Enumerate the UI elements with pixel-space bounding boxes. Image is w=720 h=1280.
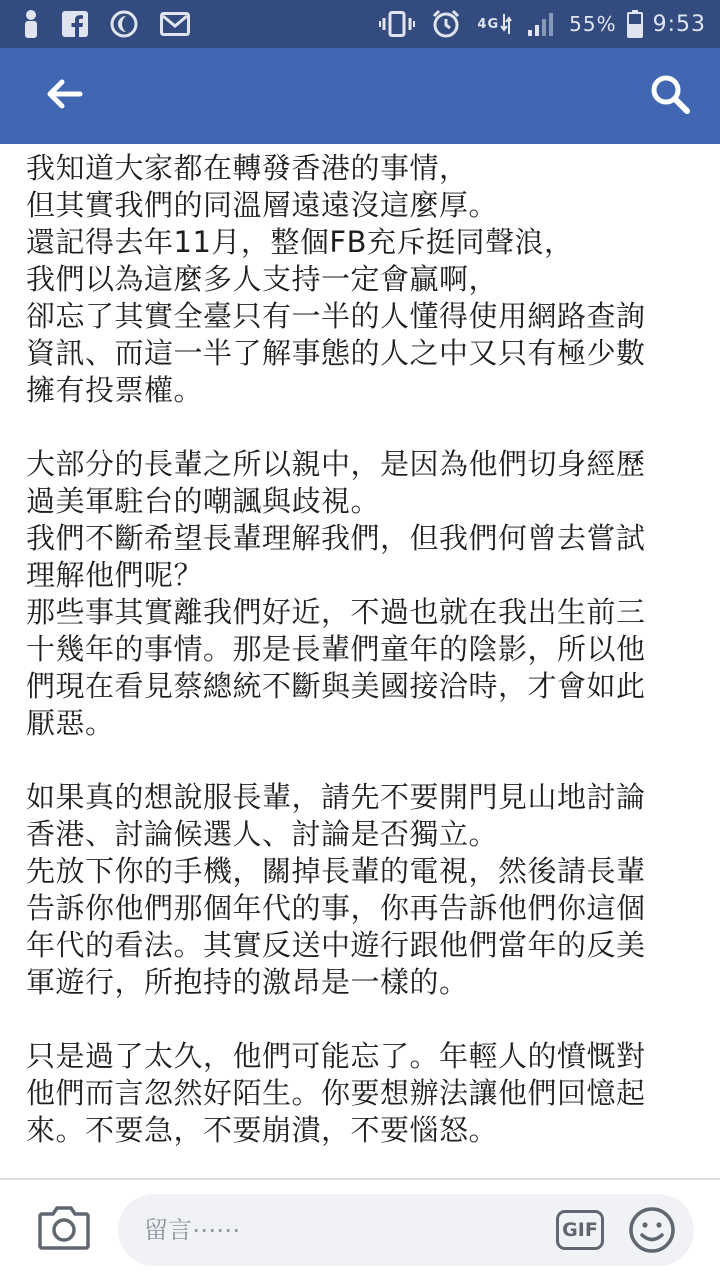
post-line: 我們以為這麼多人支持一定會贏啊， [26,262,499,296]
camera-button[interactable] [38,1204,90,1256]
battery-percent: 55% [569,12,617,36]
vibrate-icon [379,11,415,37]
post-line: 但其實我們的同溫層遠遠沒這麼厚。 [26,188,499,222]
smiley-icon [628,1239,676,1258]
post-line: 告訴你他們那個年代的事，你再告訴他們你這個 [26,891,646,925]
post-line: 年代的看法。其實反送中遊行跟他們當年的反美 [26,928,646,962]
post-line: 卻忘了其實全臺只有一半的人懂得使用網路查詢 [26,299,646,333]
post-line: 那些事其實離我們好近，不過也就在我出生前三 [26,595,646,629]
search-icon [650,74,690,118]
comment-bar [0,1178,720,1280]
mail-icon [160,12,190,36]
battery-icon [627,10,643,38]
status-bar [0,0,720,48]
comment-input[interactable] [118,1194,694,1266]
clock: 9:53 [652,11,706,37]
post-line: 資訊、而這一半了解事態的人之中又只有極少數 [26,336,646,370]
status-icons-right [379,9,706,39]
post-line: 我們不斷希望長輩理解我們，但我們何曾去嘗試 [26,521,646,555]
facebook-icon [62,11,88,37]
emoji-button[interactable] [628,1206,676,1254]
alarm-icon [431,9,461,39]
post-line: 過美軍駐台的嘲諷與歧視。 [26,484,381,518]
post-line: 我知道大家都在轉發香港的事情， [26,151,469,185]
post-paragraph [26,446,706,742]
post-line: 理解他們呢？ [26,558,204,592]
camera-icon [38,1235,90,1254]
post-paragraph [26,779,706,1001]
app-bar [0,48,720,144]
moon-icon [110,10,138,38]
signal-icon [527,11,553,37]
post-line: 來。不要急，不要崩潰，不要惱怒。 [26,1113,499,1147]
post-line: 香港、討論候選人、討論是否獨立。 [26,817,499,851]
post-paragraph [26,150,706,409]
post-line: 他們而言忽然好陌生。你要想辦法讓他們回憶起 [26,1076,646,1110]
post-line: 如果真的想說服長輩，請先不要開門見山地討論 [26,780,646,814]
status-icons-left [22,9,212,39]
post-line: 還記得去年11月，整個FB充斥挺同聲浪， [26,225,574,259]
arrow-left-icon [46,79,82,113]
post-line: 十幾年的事情。那是長輩們童年的陰影，所以他 [26,632,646,666]
post-content [26,150,706,1175]
post-line: 先放下你的手機，關掉長輩的電視，然後請長輩 [26,854,646,888]
person-icon [22,9,40,39]
gif-label: GIF [562,1219,598,1241]
post-line: 大部分的長輩之所以親中，是因為他們切身經歷 [26,447,646,481]
network-label: 4G [477,16,500,32]
search-button[interactable] [642,68,698,124]
post-line: 軍遊行，所抱持的激昂是一樣的。 [26,965,469,999]
post-paragraph [26,1038,706,1149]
back-button[interactable] [36,68,92,124]
post-line: 們現在看見蔡總統不斷與美國接洽時，才會如此 [26,669,646,703]
post-line: 只是過了太久，他們可能忘了。年輕人的憤慨對 [26,1039,646,1073]
gif-button[interactable] [556,1210,604,1250]
post-line: 擁有投票權。 [26,373,204,407]
network-4g-icon [477,12,511,36]
post-line: 厭惡。 [26,706,115,740]
